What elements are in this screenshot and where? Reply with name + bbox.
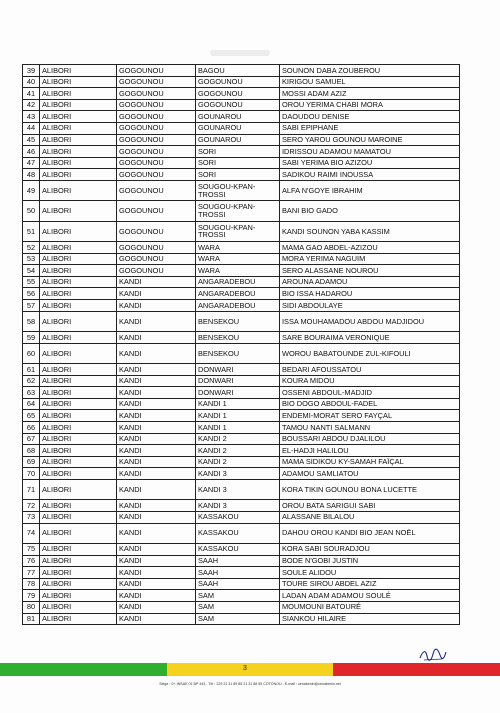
- row-number-cell: 79: [23, 590, 40, 602]
- table-row: [23, 300, 460, 312]
- arrondissement-cell: ANGARADEBOU: [196, 276, 280, 288]
- arrondissement-cell: WARA: [196, 253, 280, 265]
- row-number-cell: 41: [23, 88, 40, 100]
- department-cell: ALIBORI: [40, 511, 117, 523]
- person-name-cell: BODE N'GOBI JUSTIN: [280, 555, 460, 567]
- arrondissement-cell: SAAH: [196, 567, 280, 579]
- commune-cell: GOGOUNOU: [117, 122, 196, 134]
- commune-cell: GOGOUNOU: [117, 180, 196, 200]
- table-row: [23, 567, 460, 579]
- person-name-cell: SOULE ALIDOU: [280, 567, 460, 579]
- person-name-cell: MOUMOUNI BATOURÉ: [280, 601, 460, 613]
- department-cell: ALIBORI: [40, 221, 117, 241]
- commune-cell: GOGOUNOU: [117, 265, 196, 277]
- roster-table-body: [23, 65, 460, 625]
- department-cell: ALIBORI: [40, 555, 117, 567]
- person-name-cell: BIO DOGO ABDOUL-FADEL: [280, 398, 460, 410]
- arrondissement-cell: ANGARADEBOU: [196, 288, 280, 300]
- table-row: [23, 410, 460, 422]
- department-cell: ALIBORI: [40, 65, 117, 77]
- department-cell: ALIBORI: [40, 445, 117, 457]
- commune-cell: KANDI: [117, 601, 196, 613]
- commune-cell: KANDI: [117, 590, 196, 602]
- person-name-cell: TOURE SIROU ABDEL AZIZ: [280, 578, 460, 590]
- row-number-cell: 40: [23, 76, 40, 88]
- person-name-cell: WOROU BABATOUNDE ZUL-KIFOULI: [280, 343, 460, 363]
- arrondissement-cell: KANDI 2: [196, 445, 280, 457]
- commune-cell: KANDI: [117, 456, 196, 468]
- arrondissement-cell: SOUGOU-KPAN-TROSSI: [196, 180, 280, 200]
- person-name-cell: BIO ISSA HADAROU: [280, 288, 460, 300]
- arrondissement-cell: DONWARI: [196, 375, 280, 387]
- row-number-cell: 45: [23, 134, 40, 146]
- commune-cell: KANDI: [117, 445, 196, 457]
- arrondissement-cell: BENSEKOU: [196, 343, 280, 363]
- row-number-cell: 49: [23, 180, 40, 200]
- arrondissement-cell: SAAH: [196, 578, 280, 590]
- commune-cell: GOGOUNOU: [117, 157, 196, 169]
- person-name-cell: ALFA N'GOYE IBRAHIM: [280, 180, 460, 200]
- table-row: [23, 364, 460, 376]
- commune-cell: GOGOUNOU: [117, 88, 196, 100]
- commune-cell: GOGOUNOU: [117, 221, 196, 241]
- commune-cell: KANDI: [117, 375, 196, 387]
- table-row: [23, 221, 460, 241]
- table-row: [23, 456, 460, 468]
- table-row: [23, 543, 460, 555]
- row-number-cell: 64: [23, 398, 40, 410]
- arrondissement-cell: KANDI 2: [196, 433, 280, 445]
- department-cell: ALIBORI: [40, 523, 117, 543]
- table-row: [23, 311, 460, 331]
- department-cell: ALIBORI: [40, 242, 117, 254]
- arrondissement-cell: KASSAKOU: [196, 543, 280, 555]
- flag-red-stripe: [333, 663, 500, 676]
- arrondissement-cell: KANDI 1: [196, 410, 280, 422]
- arrondissement-cell: KASSAKOU: [196, 523, 280, 543]
- department-cell: ALIBORI: [40, 567, 117, 579]
- row-number-cell: 73: [23, 511, 40, 523]
- table-row: [23, 511, 460, 523]
- row-number-cell: 59: [23, 332, 40, 344]
- department-cell: ALIBORI: [40, 201, 117, 221]
- person-name-cell: BOUSSARI ABDOU DJALILOU: [280, 433, 460, 445]
- department-cell: ALIBORI: [40, 500, 117, 512]
- person-name-cell: OSSENI ABDOUL-MADJID: [280, 387, 460, 399]
- commune-cell: KANDI: [117, 511, 196, 523]
- department-cell: ALIBORI: [40, 364, 117, 376]
- person-name-cell: OROU BATA SARIGUI SABI: [280, 500, 460, 512]
- department-cell: ALIBORI: [40, 134, 117, 146]
- row-number-cell: 46: [23, 146, 40, 158]
- department-cell: ALIBORI: [40, 590, 117, 602]
- row-number-cell: 43: [23, 111, 40, 123]
- person-name-cell: SOUNON DABA ZOUBEROU: [280, 65, 460, 77]
- commune-cell: KANDI: [117, 332, 196, 344]
- row-number-cell: 48: [23, 169, 40, 181]
- department-cell: ALIBORI: [40, 601, 117, 613]
- arrondissement-cell: SORI: [196, 169, 280, 181]
- commune-cell: KANDI: [117, 468, 196, 480]
- department-cell: ALIBORI: [40, 398, 117, 410]
- commune-cell: GOGOUNOU: [117, 65, 196, 77]
- row-number-cell: 71: [23, 479, 40, 499]
- row-number-cell: 77: [23, 567, 40, 579]
- row-number-cell: 75: [23, 543, 40, 555]
- row-number-cell: 65: [23, 410, 40, 422]
- arrondissement-cell: GOGOUNOU: [196, 88, 280, 100]
- person-name-cell: AROUNA ADAMOU: [280, 276, 460, 288]
- commune-cell: GOGOUNOU: [117, 253, 196, 265]
- row-number-cell: 50: [23, 201, 40, 221]
- arrondissement-cell: KANDI 3: [196, 500, 280, 512]
- department-cell: ALIBORI: [40, 276, 117, 288]
- table-row: [23, 65, 460, 77]
- table-row: [23, 146, 460, 158]
- scan-smudge: [210, 50, 270, 56]
- row-number-cell: 53: [23, 253, 40, 265]
- row-number-cell: 76: [23, 555, 40, 567]
- department-cell: ALIBORI: [40, 543, 117, 555]
- table-row: [23, 590, 460, 602]
- person-name-cell: SIDI ABDOULAYE: [280, 300, 460, 312]
- commune-cell: KANDI: [117, 567, 196, 579]
- department-cell: ALIBORI: [40, 99, 117, 111]
- department-cell: ALIBORI: [40, 288, 117, 300]
- department-cell: ALIBORI: [40, 422, 117, 434]
- department-cell: ALIBORI: [40, 578, 117, 590]
- row-number-cell: 67: [23, 433, 40, 445]
- row-number-cell: 69: [23, 456, 40, 468]
- department-cell: ALIBORI: [40, 76, 117, 88]
- table-row: [23, 468, 460, 480]
- person-name-cell: LADAN ADAM ADAMOU SOULÉ: [280, 590, 460, 602]
- table-row: [23, 253, 460, 265]
- row-number-cell: 62: [23, 375, 40, 387]
- row-number-cell: 66: [23, 422, 40, 434]
- table-row: [23, 134, 460, 146]
- table-row: [23, 288, 460, 300]
- row-number-cell: 70: [23, 468, 40, 480]
- person-name-cell: ENDEMI-MORAT SERO FAYÇAL: [280, 410, 460, 422]
- commune-cell: KANDI: [117, 555, 196, 567]
- row-number-cell: 74: [23, 523, 40, 543]
- signature-icon: [418, 646, 448, 664]
- department-cell: ALIBORI: [40, 311, 117, 331]
- commune-cell: KANDI: [117, 433, 196, 445]
- commune-cell: KANDI: [117, 500, 196, 512]
- arrondissement-cell: BAGOU: [196, 65, 280, 77]
- commune-cell: KANDI: [117, 398, 196, 410]
- commune-cell: GOGOUNOU: [117, 99, 196, 111]
- department-cell: ALIBORI: [40, 613, 117, 625]
- table-row: [23, 242, 460, 254]
- table-row: [23, 375, 460, 387]
- arrondissement-cell: BENSEKOU: [196, 311, 280, 331]
- table-row: [23, 523, 460, 543]
- person-name-cell: KIRIGOU SAMUEL: [280, 76, 460, 88]
- table-row: [23, 433, 460, 445]
- arrondissement-cell: DONWARI: [196, 387, 280, 399]
- row-number-cell: 61: [23, 364, 40, 376]
- person-name-cell: SIANKOU HILAIRE: [280, 613, 460, 625]
- person-name-cell: KORA TIKIN GOUNOU BONA LUCETTE: [280, 479, 460, 499]
- person-name-cell: MORA YERIMA NAGUIM: [280, 253, 460, 265]
- arrondissement-cell: DONWARI: [196, 364, 280, 376]
- commune-cell: GOGOUNOU: [117, 76, 196, 88]
- arrondissement-cell: SAM: [196, 590, 280, 602]
- person-name-cell: IDRISSOU ADAMOU MAMATOU: [280, 146, 460, 158]
- department-cell: ALIBORI: [40, 375, 117, 387]
- arrondissement-cell: GOGOUNOU: [196, 99, 280, 111]
- arrondissement-cell: SAAH: [196, 555, 280, 567]
- person-name-cell: DAHOU OROU KANDI BIO JEAN NOËL: [280, 523, 460, 543]
- department-cell: ALIBORI: [40, 468, 117, 480]
- department-cell: ALIBORI: [40, 111, 117, 123]
- arrondissement-cell: BENSEKOU: [196, 332, 280, 344]
- person-name-cell: ALASSANE BILALOU: [280, 511, 460, 523]
- arrondissement-cell: SAM: [196, 613, 280, 625]
- person-name-cell: DAOUDOU DENISE: [280, 111, 460, 123]
- department-cell: ALIBORI: [40, 88, 117, 100]
- commune-cell: GOGOUNOU: [117, 134, 196, 146]
- arrondissement-cell: GOUNAROU: [196, 134, 280, 146]
- table-row: [23, 332, 460, 344]
- person-name-cell: MAMA GAO ABDEL-AZIZOU: [280, 242, 460, 254]
- arrondissement-cell: ANGARADEBOU: [196, 300, 280, 312]
- commune-cell: KANDI: [117, 578, 196, 590]
- person-name-cell: MOSSI ADAM AZIZ: [280, 88, 460, 100]
- row-number-cell: 57: [23, 300, 40, 312]
- row-number-cell: 54: [23, 265, 40, 277]
- person-name-cell: BEDARI AFOUSSATOU: [280, 364, 460, 376]
- arrondissement-cell: KANDI 1: [196, 398, 280, 410]
- row-number-cell: 56: [23, 288, 40, 300]
- commune-cell: GOGOUNOU: [117, 242, 196, 254]
- footer-address: Siège : 0+-INSAE 01 BP 443 - Tél : 229 21 31 89 85 21 31 88 55 COTONOU - E-mail : cenabenin@cenabenin.net: [159, 682, 341, 686]
- table-row: [23, 180, 460, 200]
- flag-yellow-stripe: [167, 663, 334, 676]
- row-number-cell: 58: [23, 311, 40, 331]
- person-name-cell: SARE BOURAIMA VERONIQUE: [280, 332, 460, 344]
- commune-cell: KANDI: [117, 288, 196, 300]
- national-colors-band: [0, 663, 500, 676]
- row-number-cell: 39: [23, 65, 40, 77]
- row-number-cell: 60: [23, 343, 40, 363]
- department-cell: ALIBORI: [40, 169, 117, 181]
- row-number-cell: 51: [23, 221, 40, 241]
- commune-cell: KANDI: [117, 613, 196, 625]
- person-name-cell: EL-HADJI HALILOU: [280, 445, 460, 457]
- person-name-cell: SERO ALASSANE NOUROU: [280, 265, 460, 277]
- arrondissement-cell: GOUNAROU: [196, 122, 280, 134]
- flag-green-stripe: [0, 663, 167, 676]
- table-row: [23, 555, 460, 567]
- commune-cell: GOGOUNOU: [117, 111, 196, 123]
- page-number: 3: [243, 665, 247, 672]
- table-row: [23, 398, 460, 410]
- commune-cell: KANDI: [117, 276, 196, 288]
- roster-table: [22, 64, 460, 625]
- table-row: [23, 601, 460, 613]
- row-number-cell: 47: [23, 157, 40, 169]
- row-number-cell: 78: [23, 578, 40, 590]
- table-row: [23, 578, 460, 590]
- department-cell: ALIBORI: [40, 180, 117, 200]
- table-row: [23, 201, 460, 221]
- arrondissement-cell: SOUGOU-KPAN-TROSSI: [196, 201, 280, 221]
- department-cell: ALIBORI: [40, 265, 117, 277]
- table-row: [23, 613, 460, 625]
- department-cell: ALIBORI: [40, 479, 117, 499]
- department-cell: ALIBORI: [40, 410, 117, 422]
- arrondissement-cell: SOUGOU-KPAN-TROSSI: [196, 221, 280, 241]
- department-cell: ALIBORI: [40, 146, 117, 158]
- row-number-cell: 72: [23, 500, 40, 512]
- department-cell: ALIBORI: [40, 387, 117, 399]
- arrondissement-cell: SORI: [196, 157, 280, 169]
- row-number-cell: 42: [23, 99, 40, 111]
- commune-cell: KANDI: [117, 410, 196, 422]
- commune-cell: KANDI: [117, 300, 196, 312]
- person-name-cell: KORA SABI SOURADJOU: [280, 543, 460, 555]
- row-number-cell: 81: [23, 613, 40, 625]
- department-cell: ALIBORI: [40, 456, 117, 468]
- row-number-cell: 44: [23, 122, 40, 134]
- table-row: [23, 343, 460, 363]
- arrondissement-cell: SAM: [196, 601, 280, 613]
- table-row: [23, 157, 460, 169]
- department-cell: ALIBORI: [40, 157, 117, 169]
- table-row: [23, 479, 460, 499]
- table-row: [23, 500, 460, 512]
- table-row: [23, 276, 460, 288]
- department-cell: ALIBORI: [40, 253, 117, 265]
- table-row: [23, 122, 460, 134]
- commune-cell: KANDI: [117, 387, 196, 399]
- person-name-cell: ISSA MOUHAMADOU ABDOU MADJIDOU: [280, 311, 460, 331]
- table-row: [23, 99, 460, 111]
- row-number-cell: 80: [23, 601, 40, 613]
- person-name-cell: MAMA SIDIKOU KY-SAMAH FAÏÇAL: [280, 456, 460, 468]
- arrondissement-cell: KANDI 1: [196, 422, 280, 434]
- table-row: [23, 169, 460, 181]
- person-name-cell: SADIKOU RAIMI INOUSSA: [280, 169, 460, 181]
- arrondissement-cell: KANDI 2: [196, 456, 280, 468]
- row-number-cell: 55: [23, 276, 40, 288]
- person-name-cell: SABI EPIPHANE: [280, 122, 460, 134]
- arrondissement-cell: WARA: [196, 265, 280, 277]
- arrondissement-cell: GOGOUNOU: [196, 76, 280, 88]
- table-row: [23, 387, 460, 399]
- commune-cell: KANDI: [117, 543, 196, 555]
- table-row: [23, 422, 460, 434]
- commune-cell: KANDI: [117, 422, 196, 434]
- arrondissement-cell: KANDI 3: [196, 468, 280, 480]
- table-row: [23, 88, 460, 100]
- person-name-cell: ADAMOU SAMLIATOU: [280, 468, 460, 480]
- department-cell: ALIBORI: [40, 332, 117, 344]
- arrondissement-cell: SORI: [196, 146, 280, 158]
- table-row: [23, 265, 460, 277]
- commune-cell: KANDI: [117, 343, 196, 363]
- commune-cell: KANDI: [117, 479, 196, 499]
- commune-cell: KANDI: [117, 311, 196, 331]
- row-number-cell: 68: [23, 445, 40, 457]
- department-cell: ALIBORI: [40, 433, 117, 445]
- table-row: [23, 76, 460, 88]
- person-name-cell: TAMOU NANTI SALMANN: [280, 422, 460, 434]
- table-row: [23, 111, 460, 123]
- commune-cell: KANDI: [117, 523, 196, 543]
- person-name-cell: OROU YERIMA CHABI MORA: [280, 99, 460, 111]
- arrondissement-cell: WARA: [196, 242, 280, 254]
- arrondissement-cell: KANDI 3: [196, 479, 280, 499]
- department-cell: ALIBORI: [40, 300, 117, 312]
- commune-cell: GOGOUNOU: [117, 201, 196, 221]
- department-cell: ALIBORI: [40, 343, 117, 363]
- row-number-cell: 52: [23, 242, 40, 254]
- arrondissement-cell: GOUNAROU: [196, 111, 280, 123]
- person-name-cell: BANI BIO GADO: [280, 201, 460, 221]
- person-name-cell: SABI YERIMA BIO AZIZOU: [280, 157, 460, 169]
- person-name-cell: KANDI SOUNON YABA KASSIM: [280, 221, 460, 241]
- person-name-cell: SERO YAROU GOUNOU MAROINE: [280, 134, 460, 146]
- department-cell: ALIBORI: [40, 122, 117, 134]
- row-number-cell: 63: [23, 387, 40, 399]
- table-row: [23, 445, 460, 457]
- commune-cell: GOGOUNOU: [117, 169, 196, 181]
- person-name-cell: KOURA MIDOU: [280, 375, 460, 387]
- arrondissement-cell: KASSAKOU: [196, 511, 280, 523]
- commune-cell: GOGOUNOU: [117, 146, 196, 158]
- commune-cell: KANDI: [117, 364, 196, 376]
